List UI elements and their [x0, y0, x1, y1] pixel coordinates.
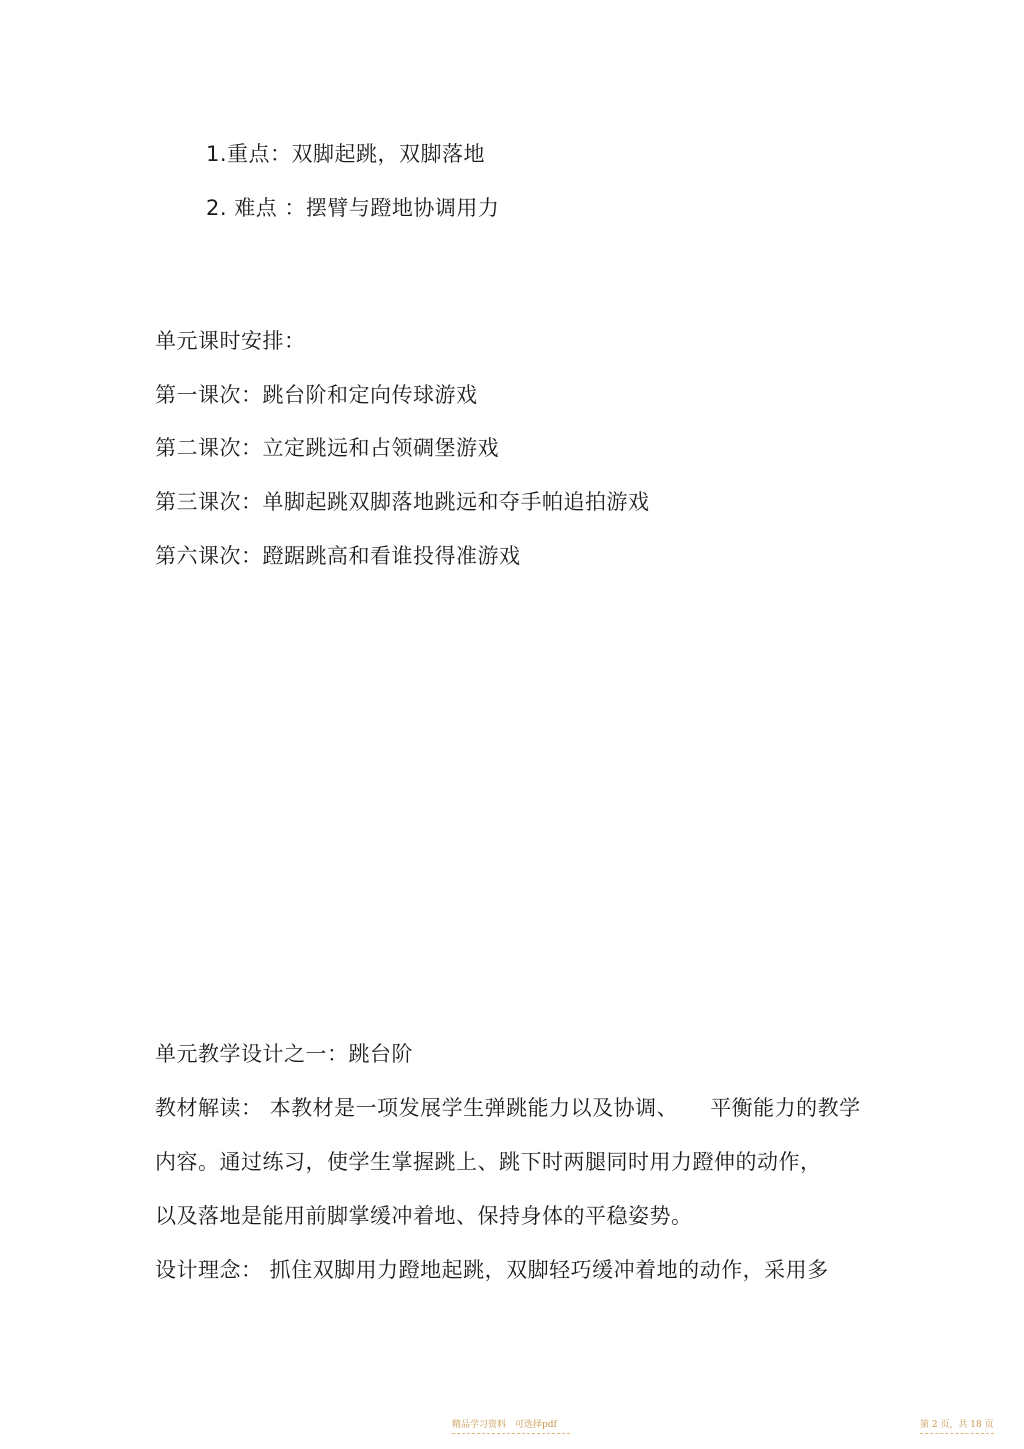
lesson-1: 第一课次：跳台阶和定向传球游戏 — [155, 383, 478, 407]
lesson-6: 第六课次：蹬踞跳高和看谁投得准游戏 — [155, 544, 521, 568]
analysis-line-1-part-a: 教材解读： 本教材是一项发展学生弹跳能力以及协调、 — [155, 1096, 679, 1120]
analysis-line-2: 内容。通过练习，使学生掌握跳上、跳下时两腿同时用力蹬伸的动作， — [155, 1150, 822, 1174]
footer-left-note: 精品学习资料 可选择pdf — [452, 1420, 557, 1430]
key-point-1: 1.重点：双脚起跳，双脚落地 — [206, 142, 486, 166]
analysis-line-1 — [155, 1094, 861, 1122]
page-number: 第 2 页，共 18 页 — [920, 1420, 994, 1430]
key-point-2: 2. 难点 ：摆臂与蹬地协调用力 — [206, 196, 500, 220]
footer-left-divider — [452, 1433, 570, 1434]
analysis-line-1-part-b: 平衡能力的教学 — [710, 1096, 861, 1120]
lesson-3: 第三课次：单脚起跳双脚落地跳远和夺手帕追拍游戏 — [155, 490, 650, 514]
analysis-line-3: 以及落地是能用前脚掌缓冲着地、保持身体的平稳姿势。 — [155, 1204, 693, 1228]
concept-line-1: 设计理念： 抓住双脚用力蹬地起跳，双脚轻巧缓冲着地的动作，采用多 — [155, 1258, 829, 1282]
footer-right-divider — [920, 1433, 994, 1434]
schedule-heading: 单元课时安排： — [155, 329, 306, 353]
lesson-2: 第二课次：立定跳远和占领碉堡游戏 — [155, 436, 499, 460]
design-title: 单元教学设计之一：跳台阶 — [155, 1042, 413, 1066]
